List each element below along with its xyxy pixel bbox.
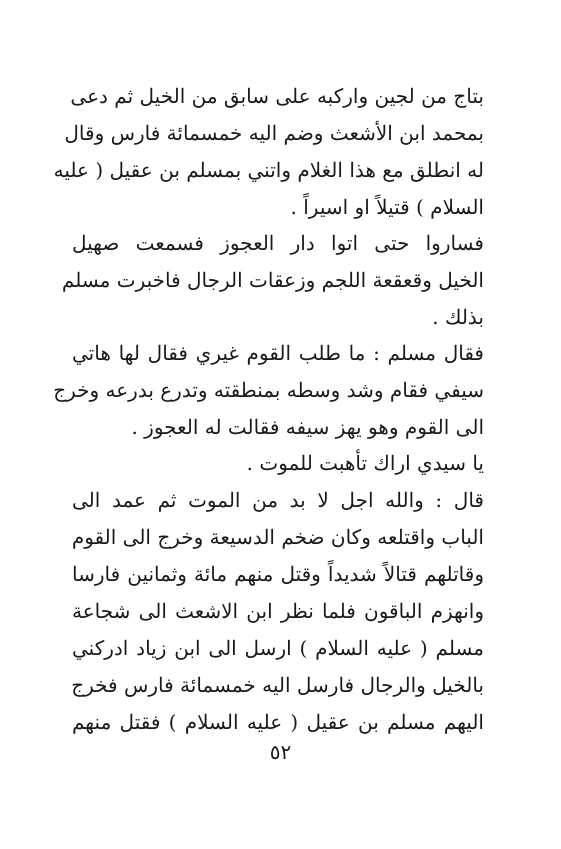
text-line: له انطلق مع هذا الغلام واتني بمسلم بن عقيل ( عليه [53, 158, 484, 182]
page-number: ٥٢ [269, 740, 292, 764]
text-line: الباب واقتلعه وكان ضخم الدسيعة وخرج الى القوم [71, 525, 484, 549]
text-line: فساروا حتى اتوا دار العجوز فسمعت صهيل [72, 231, 484, 255]
text-line: مسلم ( عليه السلام ) ارسل الى ابن زياد ادركني [72, 636, 484, 660]
text-line: الخيل وقعقعة اللجم وزعقات الرجال فاخبرت مسلم [61, 268, 484, 292]
text-line: قال : والله اجل لا بد من الموت ثم عمد الى [72, 488, 484, 512]
paragraph-4 [72, 445, 484, 482]
text-line: الى القوم وهو يهز سيفه فقالت له العجوز . [131, 415, 484, 439]
paragraph-5 [72, 482, 484, 741]
text-line: بمحمد ابن الأشعث وضم اليه خمسمائة فارس وقال [64, 121, 484, 145]
text-line: بذلك . [432, 305, 484, 329]
text-line: فقال مسلم : ما طلب القوم غيري فقال لها هاتي [72, 341, 484, 365]
text-line: سيفي فقام وشد وسطه بمنطقته وتدرع بدرعه وخرج [53, 378, 484, 402]
text-line: السلام ) قتيلاً او اسيراً . [290, 195, 484, 219]
text-line: بالخيل والرجال فارسل اليه خمسمائة فارس فخرج [71, 673, 484, 697]
text-line: يا سيدي اراك تأهبت للموت . [246, 451, 484, 475]
paragraph-2 [61, 225, 484, 336]
text-line: بتاج من لجين واركبه على سابق من الخيل ثم دعى [70, 84, 484, 108]
text-line: وقاتلهم قتالاً شديداً وقتل منهم مائة وثمانين فارسا [72, 562, 484, 586]
paragraph-1 [53, 78, 484, 226]
paragraph-3 [53, 335, 484, 446]
text-line: وانهزم الباقون فلما نظر ابن الاشعث الى شجاعة [72, 599, 484, 623]
text-line: اليهم مسلم بن عقيل ( عليه السلام ) فقتل منهم [72, 710, 484, 734]
